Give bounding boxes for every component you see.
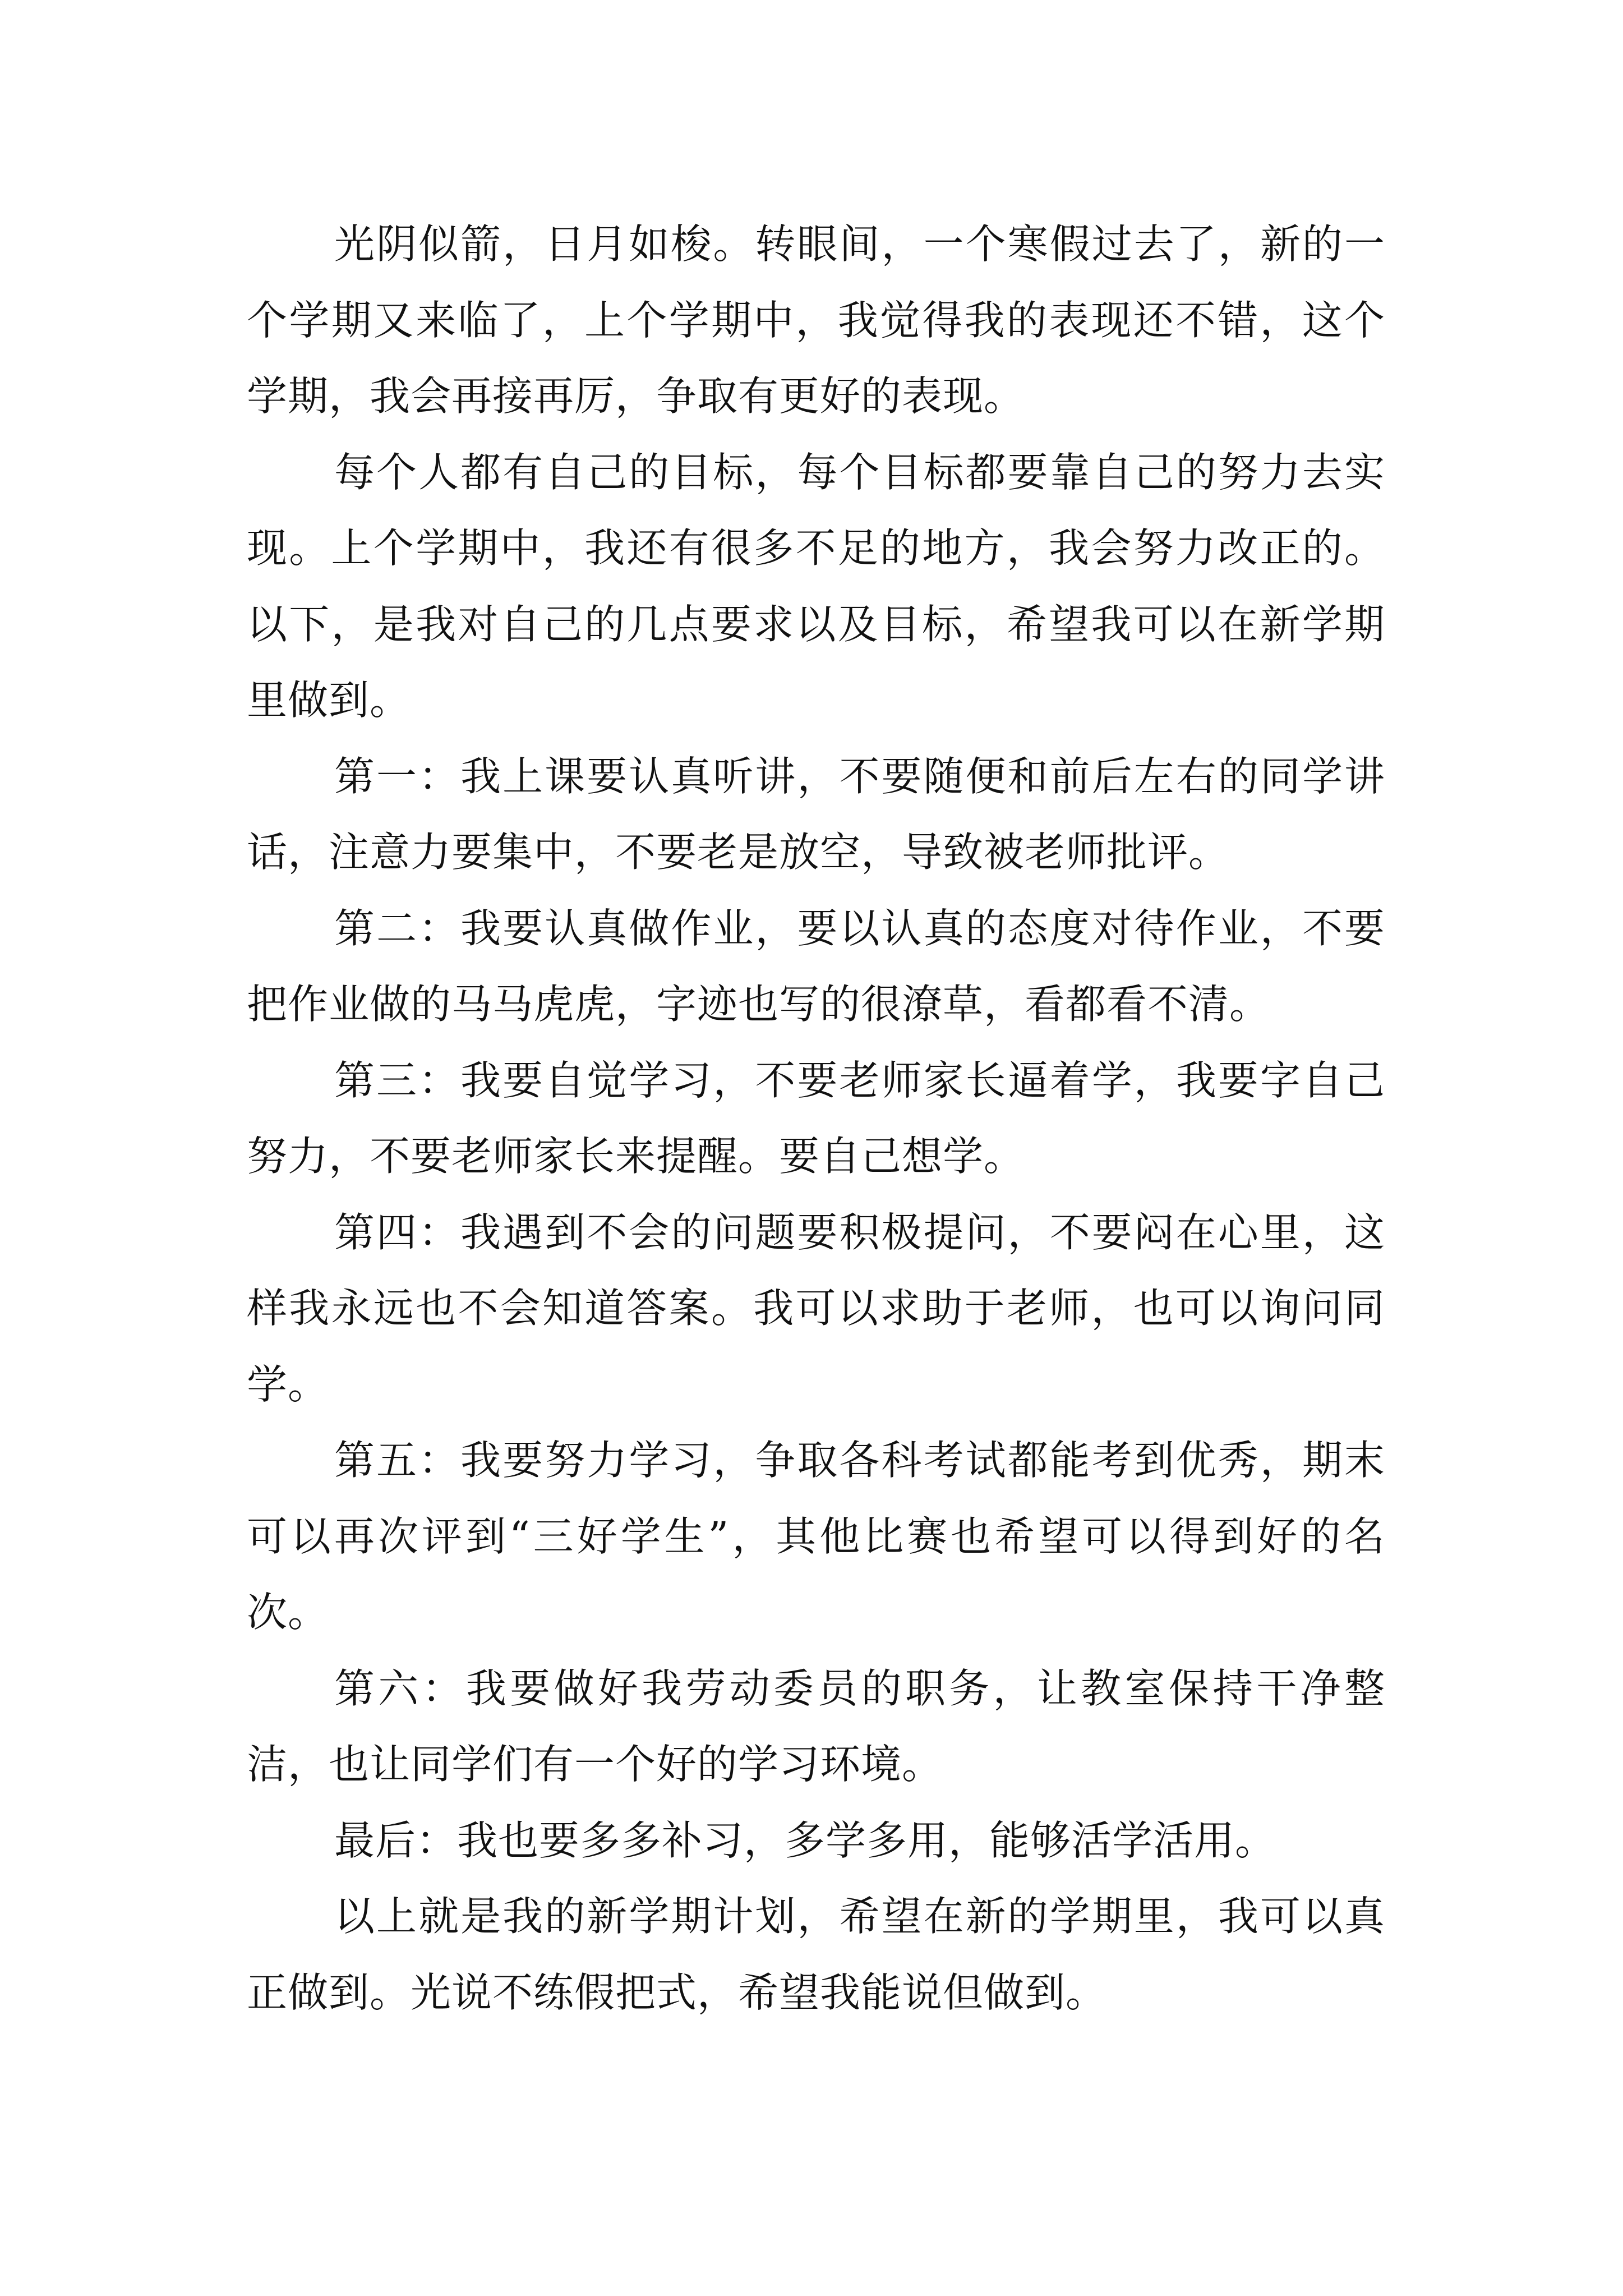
paragraph-goals: 每个人都有自己的目标，每个目标都要靠自己的努力去实现。上个学期中，我还有很多不足的地方，我会努力改正的。以下，是我对自己的几点要求以及目标，希望我可以在新学期里做到。 — [247, 448, 1385, 724]
paragraph-final: 最后：我也要多多补习，多学多用，能够活学活用。 — [334, 1816, 1276, 1864]
paragraph-conclusion: 以上就是我的新学期计划，希望在新的学期里，我可以真正做到。光说不练假把式，希望我能说但做到。 — [247, 1893, 1385, 2016]
document-body — [247, 206, 1385, 2031]
paragraph-item-1: 第一：我上课要认真听讲，不要随便和前后左右的同学讲话，注意力要集中，不要老是放空，导致被老师批评。 — [247, 752, 1385, 876]
paragraph-item-5: 第五：我要努力学习，争取各科考试都能考到优秀，期末可以再次评到“三好学生”，其他比赛也希望可以得到好的名次。 — [247, 1437, 1385, 1636]
paragraph-intro: 光阴似箭，日月如梭。转眼间，一个寒假过去了，新的一个学期又来临了，上个学期中，我觉得我的表现还不错，这个学期，我会再接再厉，争取有更好的表现。 — [247, 220, 1385, 420]
paragraph-item-6: 第六：我要做好我劳动委员的职务，让教室保持干净整洁，也让同学们有一个好的学习环境。 — [247, 1664, 1385, 1788]
paragraph-item-4: 第四：我遇到不会的问题要积极提问，不要闷在心里，这样我永远也不会知道答案。我可以求助于老师，也可以询问同学。 — [247, 1208, 1385, 1408]
paragraph-item-2: 第二：我要认真做作业，要以认真的态度对待作业，不要把作业做的马马虎虎，字迹也写的很潦草，看都看不清。 — [247, 904, 1385, 1028]
paragraph-item-3: 第三：我要自觉学习，不要老师家长逼着学，我要字自己努力，不要老师家长来提醒。要自己想学。 — [247, 1056, 1385, 1180]
